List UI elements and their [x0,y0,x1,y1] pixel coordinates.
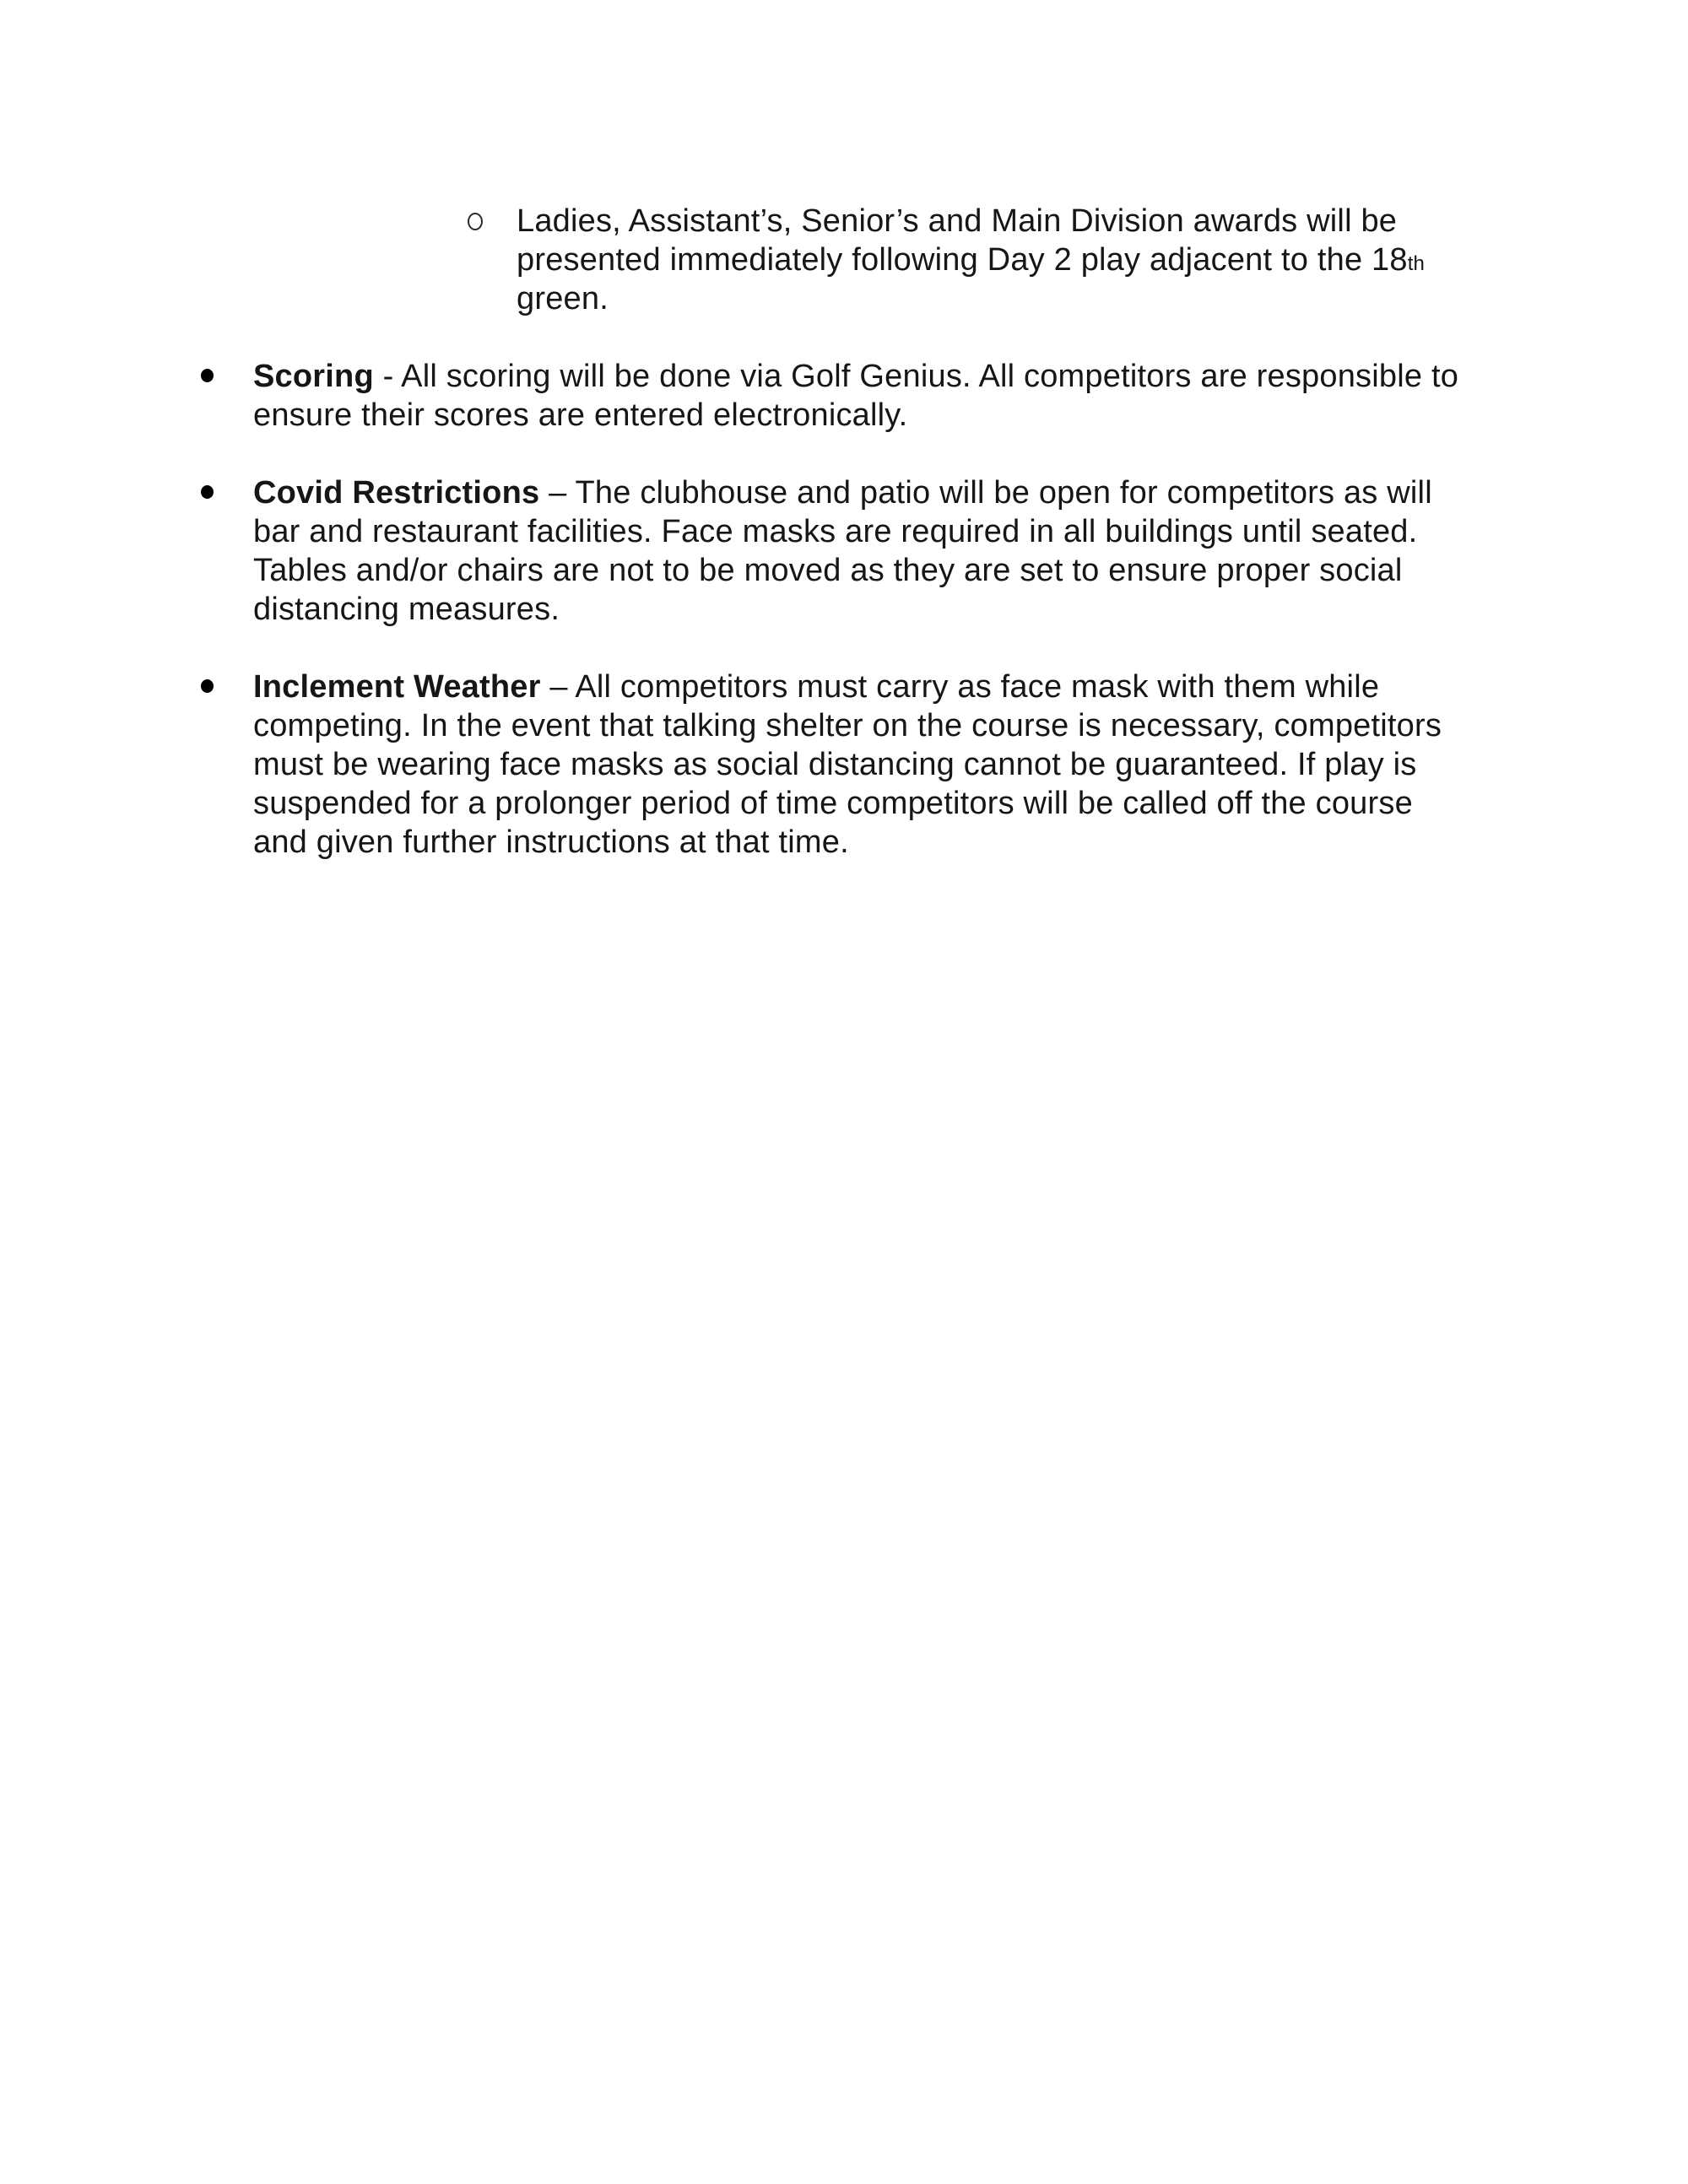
text-line [253,357,1688,396]
text-segment: – All competitors must carry as face mask with them while [540,669,1380,705]
bullet-title: Inclement Weather [253,669,541,705]
text-line: competing. In the event that talking shelter on the course is necessary, competitors [253,708,1442,743]
text-line: and given further instructions at that time. [253,824,849,860]
text-line: bar and restaurant facilities. Face masks are required in all buildings until seated. [253,514,1418,549]
text-segment: - All scoring will be done via Golf Genius. All competitors are responsible to [373,359,1459,394]
text-line [253,668,1688,706]
bullet-item-inclement-weather [253,668,1688,862]
disc-bullet-icon [201,679,214,693]
bullet-title: Covid Restrictions [253,475,540,511]
text-segment: – The clubhouse and patio will be open for competitors as will [539,475,1432,511]
text-line: green. [517,281,609,316]
text-line: Ladies, Assistant’s, Senior’s and Main Division awards will be [517,203,1398,239]
circle-bullet-icon [468,213,483,230]
bullet-title: Scoring [253,359,374,394]
bullet-item-scoring [253,357,1688,435]
disc-bullet-icon [201,485,214,499]
ordinal-suffix: th [1407,252,1425,275]
disc-bullet-icon [201,369,214,382]
text-line: suspended for a prolonger period of time competitors will be called off the course [253,786,1413,821]
text-line: ensure their scores are entered electronically. [253,397,908,433]
sub-bullet-item-awards [517,202,1688,318]
text-line [253,473,1688,512]
text-segment: presented immediately following Day 2 play adjacent to the 18 [517,242,1408,278]
text-line: Tables and/or chairs are not to be moved as they are set to ensure proper social [253,553,1403,588]
text-line: must be wearing face masks as social distancing cannot be guaranteed. If play is [253,747,1417,782]
text-line: distancing measures. [253,592,560,627]
bullet-item-covid-restrictions [253,473,1688,629]
text-line [517,241,1688,279]
document-body [0,202,1688,862]
